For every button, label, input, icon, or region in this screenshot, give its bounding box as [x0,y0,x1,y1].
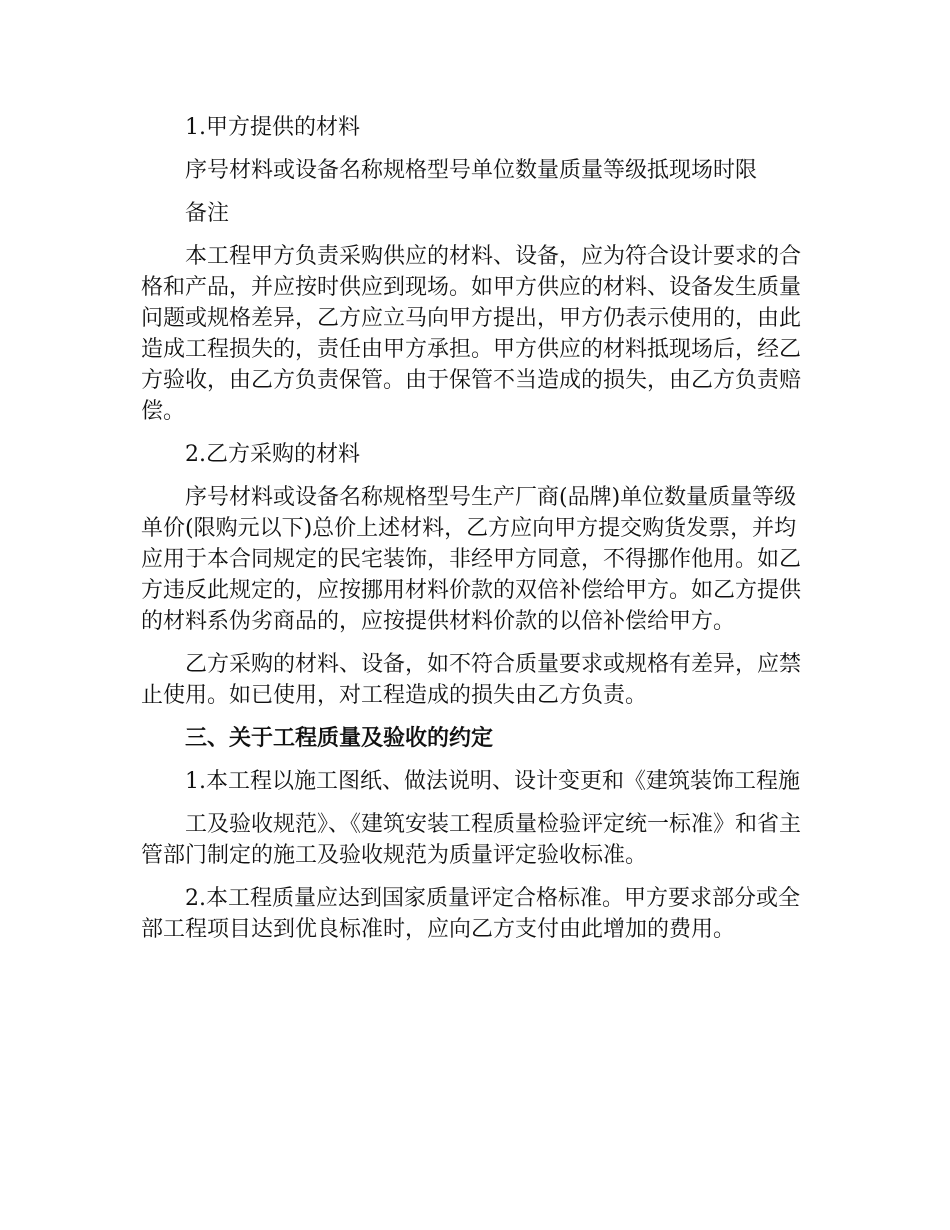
document-body [141,112,813,957]
paragraph-party-a-responsibility: 本工程甲方负责采购供应的材料、设备，应为符合设计要求的合格和产品，并应按时供应到现场。如甲方供应的材料、设备发生质量问题或规格差异，乙方应立马向甲方提出，甲方仍表示使用的，由此造成工程损失的，责任由甲方承担。甲方供应的材料抵现场后，经乙方验收，由乙方负责保管。由于保管不当造成的损失，由乙方负责赔偿。 [141,244,802,424]
paragraph-party-b-quality: 乙方采购的材料、设备，如不符合质量要求或规格有差异，应禁止使用。如已使用，对工程造成的损失由乙方负责。 [141,652,802,708]
paragraph-party-b-materials-title: 2.乙方采购的材料 [185,442,360,467]
paragraph-quality-standard-1-cont: 工及验收规范》、《建筑安装工程质量检验评定统一标准》和省主管部门制定的施工及验收规范为质量评定验收标准。 [141,812,802,868]
paragraph-party-b-table-and-terms: 序号材料或设备名称规格型号生产厂商(品牌)单位数量质量等级单价(限购元以下)总价上述材料，乙方应向甲方提交购货发票，并均应用于本合同规定的民宅装饰，非经甲方同意，不得挪作他用。如乙方违反此规定的，应按挪用材料价款的双倍补偿给甲方。如乙方提供的材料系伪劣商品的，应按提供材料价款的以倍补偿给甲方。 [141,485,802,634]
paragraph-party-a-table-header: 序号材料或设备名称规格型号单位数量质量等级抵现场时限 [185,158,758,183]
paragraph-party-a-materials-title: 1.甲方提供的材料 [185,115,360,140]
paragraph-remarks: 备注 [185,201,230,226]
paragraph-quality-standard-2: 2.本工程质量应达到国家质量评定合格标准。甲方要求部分或全部工程项目达到优良标准时，应向乙方支付由此增加的费用。 [141,886,800,942]
paragraph-quality-standard-1: 1.本工程以施工图纸、做法说明、设计变更和《建筑装饰工程施 [185,769,800,794]
section-heading-quality-acceptance: 三、关于工程质量及验收的约定 [185,726,494,751]
